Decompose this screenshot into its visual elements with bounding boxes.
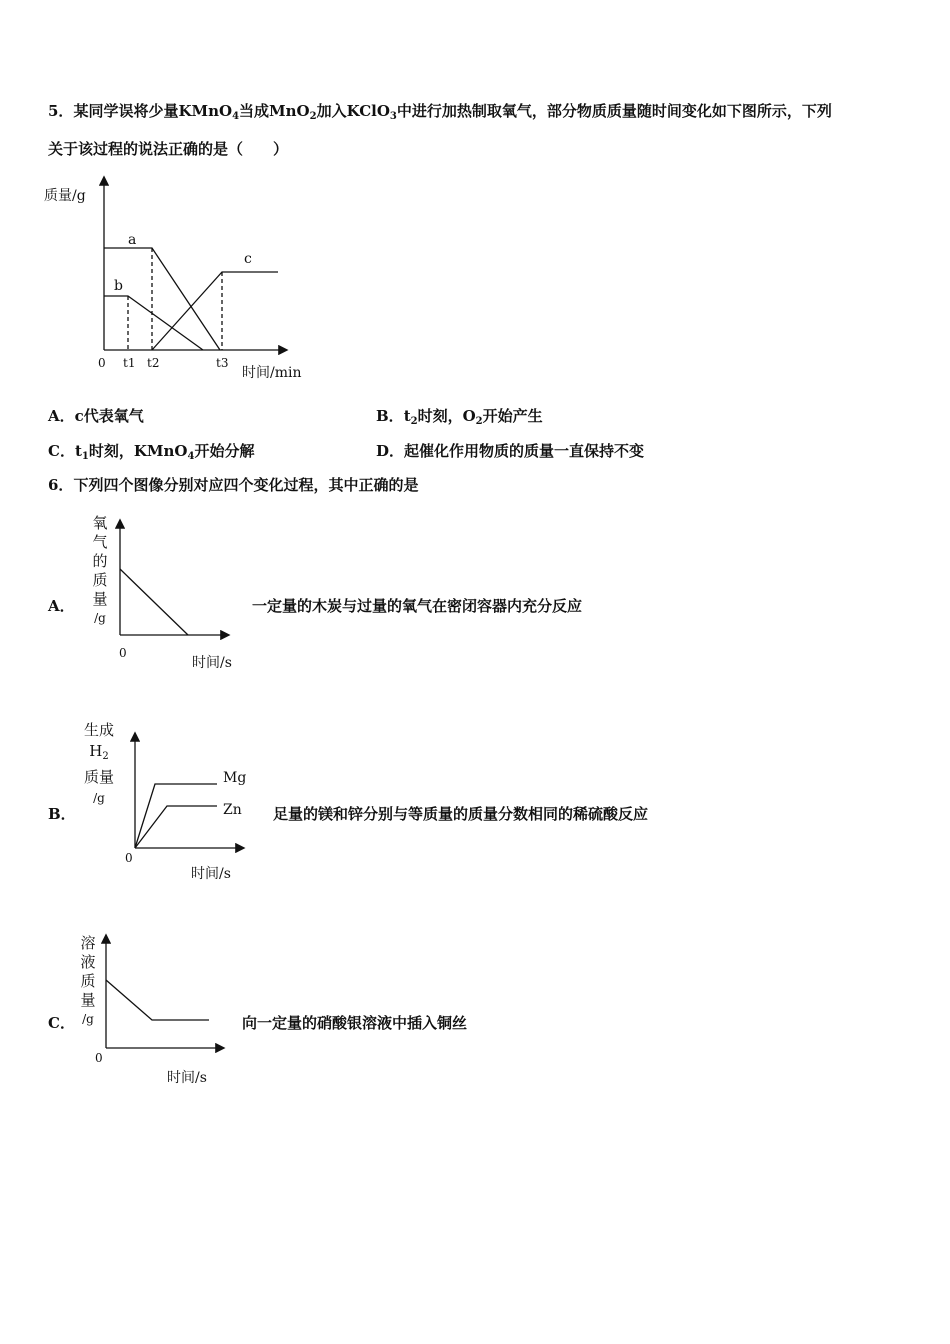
q5-option-c-sub2: 4 — [187, 451, 195, 462]
q6-a-curve — [120, 569, 188, 635]
q5-ylabel: 质量/g — [44, 188, 86, 204]
q5-option-c-letter: C． — [48, 442, 75, 460]
q5-label-b: b — [114, 278, 123, 294]
q6-stem — [48, 475, 418, 495]
q6-c-origin: 0 — [95, 1051, 103, 1065]
q5-curve-c — [152, 272, 278, 350]
q6-a-ylabel-char: 的 — [92, 552, 108, 570]
q5-option-c-post: 开始分解 — [194, 442, 255, 460]
q6-a-ylabel-char: 质 — [92, 571, 108, 589]
q6-b-ylabel-sub: 2 — [102, 751, 109, 762]
q6-b-curve-mg — [135, 784, 217, 848]
q5-option-a[interactable] — [48, 406, 144, 426]
q5-curve-b — [104, 296, 203, 350]
q5-tick-t2: t2 — [147, 356, 160, 370]
q5-option-d-text: 起催化作用物质的质量一直保持不变 — [404, 442, 645, 460]
q5-option-b[interactable] — [376, 406, 543, 432]
q6-b-ylabel-line2 — [78, 741, 120, 767]
q6-c-xlabel: 时间/s — [167, 1070, 207, 1086]
q5-option-c[interactable] — [48, 441, 254, 467]
q6-b-ylabel — [78, 720, 120, 809]
q5-option-c-mid: 时刻，KMnO — [88, 442, 188, 460]
q5-xlabel: 时间/min — [242, 365, 302, 381]
q5-sub3: 3 — [389, 111, 397, 122]
q6-c-ylabel-char: 液 — [80, 953, 96, 971]
q5-option-b-post: 开始产生 — [482, 407, 543, 425]
q5-option-d-letter: D． — [376, 442, 405, 460]
q5-label-a: a — [128, 232, 137, 248]
q6-b-label-zn: Zn — [223, 802, 242, 818]
q6-option-a-desc: 一定量的木炭与过量的氧气在密闭容器内充分反应 — [252, 597, 583, 615]
q5-option-a-letter: A． — [48, 407, 75, 425]
q6-c-ylabel-char: /g — [82, 1012, 94, 1026]
q6-a-ylabel-char: /g — [94, 611, 106, 625]
q5-option-b-sub2: 2 — [475, 416, 483, 427]
q5-number: 5． — [48, 102, 74, 120]
q5-option-c-sub: 1 — [81, 451, 89, 462]
q5-stem-part2: 当成MnO — [239, 102, 310, 120]
q5-stem-part1: 某同学误将少量KMnO — [73, 102, 233, 120]
q5-option-a-text: c代表氧气 — [74, 407, 144, 425]
q5-stem-line1 — [48, 101, 832, 127]
q6-b-ylabel-line1: 生成 — [83, 721, 114, 739]
q5-tick-t3: t3 — [216, 356, 229, 370]
q5-option-b-pre: t — [403, 407, 411, 425]
q5-stem-line2: 关于该过程的说法正确的是（ ） — [48, 140, 289, 158]
q6-option-a-letter[interactable]: A． — [48, 597, 75, 615]
q6-c-ylabel-char: 量 — [80, 991, 96, 1009]
q6-c-ylabel-char: 质 — [80, 972, 96, 990]
q6-b-ylabel-line4: /g — [93, 791, 105, 805]
q6-b-label-mg: Mg — [223, 770, 247, 786]
q6-a-ylabel-char: 量 — [92, 590, 108, 608]
q6-b-ylabel-line3: 质量 — [83, 768, 114, 786]
q6-a-figure — [110, 515, 250, 675]
q6-stem-text: 下列四个图像分别对应四个变化过程，其中正确的是 — [73, 476, 419, 494]
q5-label-c: c — [244, 251, 252, 267]
q6-option-c-letter[interactable]: C． — [48, 1014, 75, 1032]
q5-tick-t1: t1 — [123, 356, 136, 370]
q6-option-b-letter[interactable]: B． — [48, 805, 76, 823]
q6-a-ylabel — [89, 514, 111, 628]
q5-option-b-sub: 2 — [410, 416, 418, 427]
q5-curve-a — [104, 248, 220, 350]
q6-option-c-desc: 向一定量的硝酸银溶液中插入铜丝 — [242, 1014, 468, 1032]
q5-option-b-letter: B． — [376, 407, 404, 425]
q5-stem-part3: 加入KClO — [316, 102, 390, 120]
q6-b-xlabel: 时间/s — [191, 866, 231, 882]
q6-c-curve — [106, 980, 209, 1020]
q6-c-figure — [95, 930, 235, 1090]
q5-sub2: 2 — [309, 111, 317, 122]
q5-option-c-pre: t — [74, 442, 82, 460]
q6-c-ylabel-char: 溶 — [80, 934, 96, 952]
q6-a-xlabel: 时间/s — [192, 655, 232, 671]
q6-a-origin: 0 — [119, 646, 127, 660]
q6-b-ylabel-h: H — [89, 742, 103, 760]
q5-sub1: 4 — [232, 111, 240, 122]
q5-stem-part4: 中进行加热制取氧气，部分物质质量随时间变化如下图所示，下列 — [396, 102, 832, 120]
q6-option-b-desc: 足量的镁和锌分别与等质量的质量分数相同的稀硫酸反应 — [273, 805, 649, 823]
q6-b-origin: 0 — [125, 851, 133, 865]
q6-number: 6． — [48, 476, 74, 494]
q5-origin: 0 — [98, 356, 106, 370]
q5-option-b-mid: 时刻，O — [417, 407, 476, 425]
q6-b-curve-zn — [135, 806, 217, 848]
q6-a-ylabel-char: 氧 — [92, 514, 108, 532]
q5-option-d[interactable] — [376, 441, 644, 461]
q6-b-figure — [125, 728, 265, 888]
q5-figure — [40, 170, 330, 385]
q6-a-ylabel-char: 气 — [92, 533, 108, 551]
